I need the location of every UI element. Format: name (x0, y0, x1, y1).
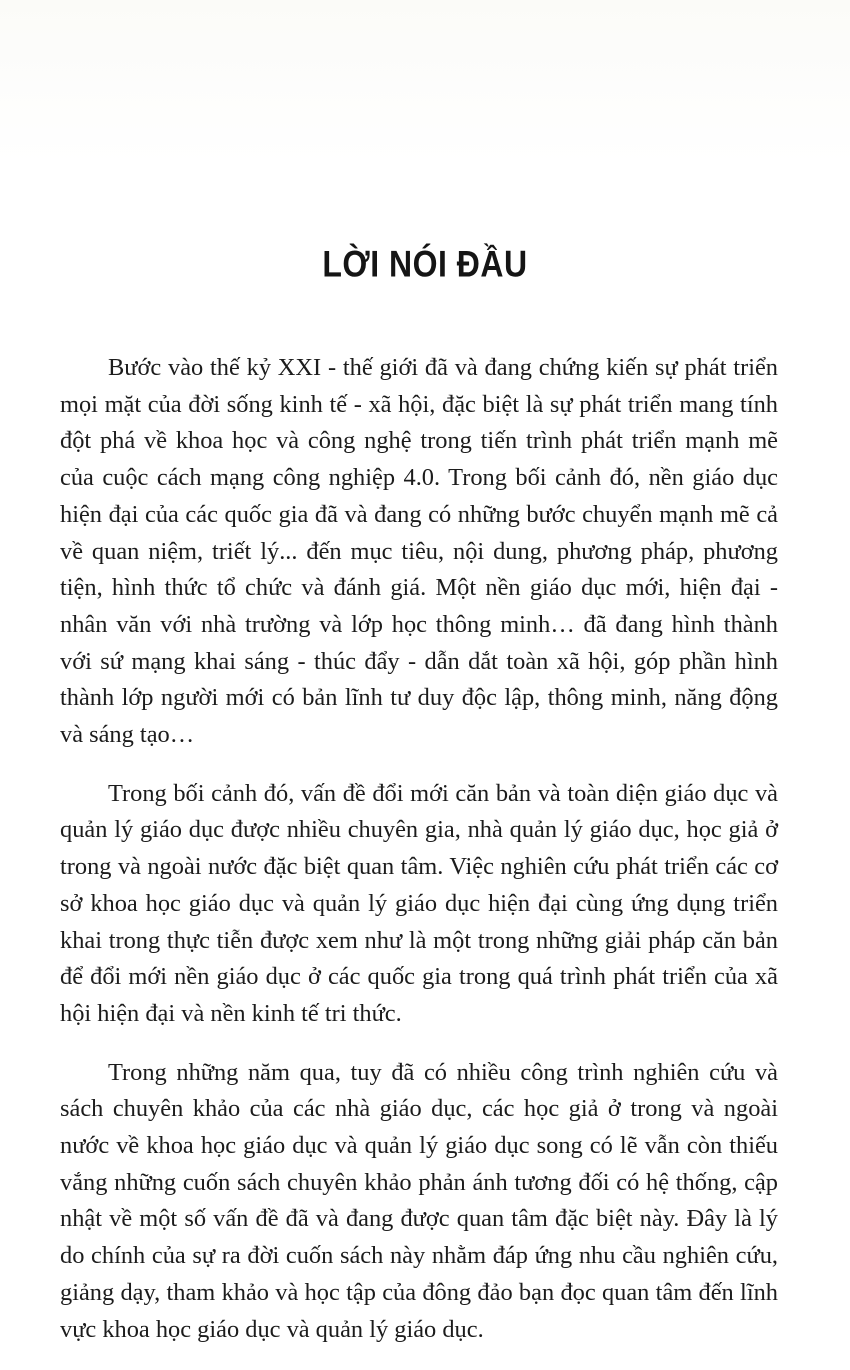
paragraph-2: Trong bối cảnh đó, vấn đề đổi mới căn bản và toàn diện giáo dục và quản lý giáo dục được nhiều chuyên gia, nhà quản lý giáo dục, học giả ở trong và ngoài nước đặc biệt quan tâm. Việc nghiên cứu phát triển các cơ sở khoa học giáo dục và quản lý giáo dục hiện đại cùng ứng dụng triển khai trong thực tiễn được xem như là một trong những giải pháp căn bản để đổi mới nền giáo dục ở các quốc gia trong quá trình phát triển của xã hội hiện đại và nền kinh tế tri thức. (60, 779, 778, 1027)
paragraph-3: Trong những năm qua, tuy đã có nhiều công trình nghiên cứu và sách chuyên khảo của các nhà giáo dục, các học giả ở trong và ngoài nước về khoa học giáo dục và quản lý giáo dục song có lẽ vẫn còn thiếu vắng những cuốn sách chuyên khảo phản ánh tương đối có hệ thống, cập nhật về một số vấn đề đã và đang được quan tâm đặc biệt này. Đây là lý do chính của sự ra đời cuốn sách này nhằm đáp ứng nhu cầu nghiên cứu, giảng dạy, tham khảo và học tập của đông đảo bạn đọc quan tâm đến lĩnh vực khoa học giáo dục và quản lý giáo dục. (60, 1058, 778, 1343)
body-text (60, 350, 778, 1370)
paragraph-1: Bước vào thế kỷ XXI - thế giới đã và đang chứng kiến sự phát triển mọi mặt của đời sống kinh tế - xã hội, đặc biệt là sự phát triển mang tính đột phá về khoa học và công nghệ trong tiến trình phát triển mạnh mẽ của cuộc cách mạng công nghiệp 4.0. Trong bối cảnh đó, nền giáo dục hiện đại của các quốc gia đã và đang có những bước chuyển mạnh mẽ cả về quan niệm, triết lý... đến mục tiêu, nội dung, phương pháp, phương tiện, hình thức tổ chức và đánh giá. Một nền giáo dục mới, hiện đại - nhân văn với nhà trường và lớp học thông minh… đã đang hình thành với sứ mạng khai sáng - thúc đẩy - dẫn dắt toàn xã hội, góp phần hình thành lớp người mới có bản lĩnh tư duy độc lập, thông minh, năng động và sáng tạo… (60, 354, 778, 749)
page-title: LỜI NÓI ĐẦU (322, 243, 528, 285)
